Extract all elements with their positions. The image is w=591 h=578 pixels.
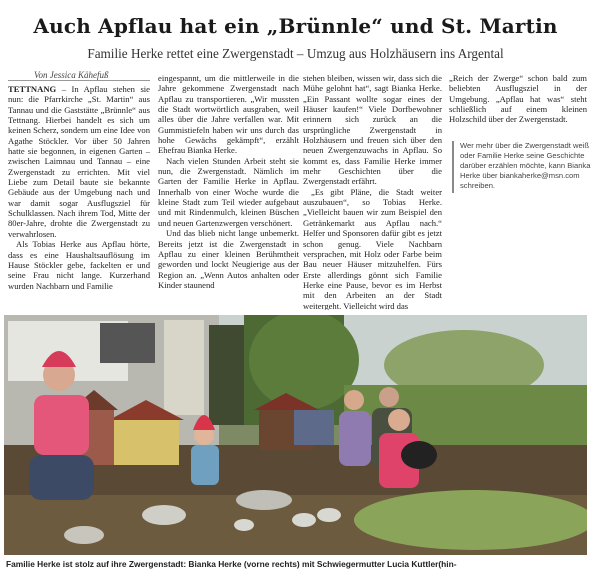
paragraph: Nach vielen Stunden Arbeit steht sie nun, die Zwergenstadt. Nämlich im Garten der Familie Herke in Apflau. Innerhalb von einer Woche wurde die kleine Stadt zum Teil wieder aufgebaut und mit Rindenmulch, kleinen Büschen und neuen Gartenzwergen verschönert. xyxy=(158,155,299,228)
photo-illustration xyxy=(4,315,587,555)
paragraph: „Es gibt Pläne, die Stadt weiter auszubauen“, so Tobias Herke. „Vielleicht bauen wir zum Beispiel den Getränkemarkt aus Apflau nach.“ Helfer und Sponsoren dafür gibt es jetzt schon genug. Viele Nachbarn versprachen, mit Holz oder Farbe beim Bau neuer Häuser mitzuhelfen. Fürs Erste allerdings gönnt sich Familie Herke eine Pause, bevor es im Herbst mit den Arbeiten an der Stadt weitergeht. Vielleicht wird das xyxy=(303,186,442,310)
paragraph: Als Tobias Herke aus Apflau hörte, dass es eine Haushaltsauflösung im Hause Stöckler gebe, fackelten er und seine Frau nicht lange. Kurzerhand wurden Nachbarn und Familie xyxy=(8,239,150,291)
paragraph: stehen bleiben, wissen wir, dass sich die Mühe gelohnt hat“, sagt Bianka Herke. „Ein Passant wollte sogar eines der Häuser kaufen!“ Viele Dorfbewohner erinnern sich zurück an die ursprüngliche Zwergenstadt in Holzhäusern und freuen sich über den neuen Zwergenzuwachs in Apflau. So kommt es, dass Familie Herke immer mehr Geschichten über die Zwergenstadt erfährt. xyxy=(303,73,442,187)
headline: Auch Apflau hat ein „Brünnle“ und St. Martin xyxy=(33,14,558,38)
article-column-1 xyxy=(8,84,150,310)
paragraph: Und das blieb nicht lange unbemerkt. Bereits jetzt ist die Zwergenstadt in Apflau zu einer kleinen Berühmtheit geworden und lockt Neugierige aus der Region an. „Wenn Autos anhalten oder Kinder staunend xyxy=(158,228,299,290)
paragraph: eingespannt, um die mittlerweile in die Jahre gekommene Zwergenstadt nach Apflau zu transportieren. „Wir mussten die Stadt wortwörtlich ausgraben, weil alles über die Jahre verfallen war. Mit Gummistiefeln haben wir uns durch das hohe Gewächs gekämpft“, erzählt Ehefrau Bianka Herke. xyxy=(158,73,299,156)
article-column-3 xyxy=(303,73,442,310)
photo-dwarf-town xyxy=(4,315,587,555)
paragraph: TETTNANG – In Apflau stehen sie nun: die Pfarrkirche „St. Martin“ aus Tannau und die Gaststätte „Brünnle“ aus Tettnang. Hierbei handelt es sich um keinen Scherz, sondern um eine Idee von Agathe Stöckler. Vor über 50 Jahren hatte sie begonnen, in eigenen Garten – zwischen Laimnau und Tannau – eine Zwergenstadt zu errichten. Mit viel Liebe zum Detail baute sie bekannte Gebäude aus der Umgebung nach und war damit sogar Ausflugsziel für Schulklassen. Nach ihrem Tod, Mitte der 80er-Jahre, drohte die Zwergenstadt zu verwahrlosen. xyxy=(8,84,150,239)
subheadline: Familie Herke rettet eine Zwergenstadt – Umzug aus Holzhäusern ins Argental xyxy=(87,46,504,61)
byline: Von Jessica Kähefuß xyxy=(34,70,109,80)
paragraph: „Reich der Zwerge“ schon bald zum beliebten Ausflugsziel in der Umgebung. „Apflau hat was“ steht schließlich auf einem kleinen Holzschild über der Zwergenstadt. xyxy=(449,73,587,125)
article-column-4 xyxy=(449,73,587,128)
info-box: Wer mehr über die Zwergenstadt weiß oder Familie Herke seine Geschichte darüber erzählen möchte, kann Bianka Herke über biankaherke@msn.com schreiben. xyxy=(452,141,591,193)
byline-rule xyxy=(8,80,150,81)
dateline: TETTNANG xyxy=(8,84,57,94)
article-column-2 xyxy=(158,73,299,310)
photo-caption: Familie Herke ist stolz auf ihre Zwergenstadt: Bianka Herke (vorne rechts) mit Schwiegermutter Lucia Kuttler(hin- xyxy=(6,559,457,569)
